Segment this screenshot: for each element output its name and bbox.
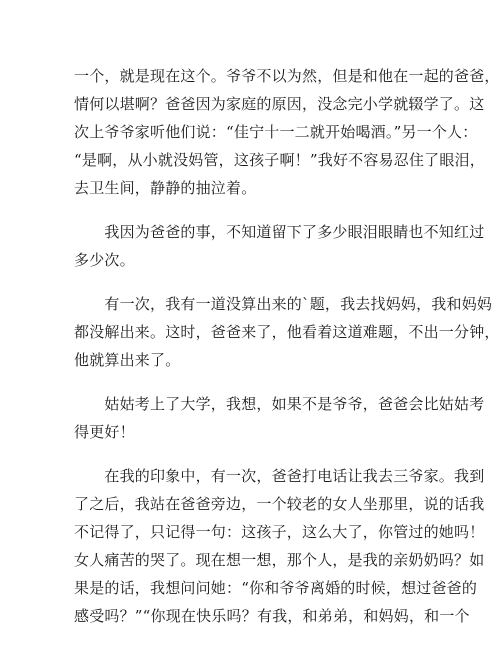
text-line: 一个，就是现在这个。爷爷不以为然，但是和他在一起的爸爸， xyxy=(74,67,500,85)
paragraph-5 xyxy=(74,462,485,630)
paragraph-3 xyxy=(74,290,500,374)
text-line: 得更好！ xyxy=(74,423,135,441)
text-line: “是啊，从小就没妈管，这孩子啊！”我好不容易忍住了眼泪， xyxy=(74,151,485,169)
paragraph-1 xyxy=(74,62,500,202)
text-line: 女人痛苦的哭了。现在想一想，那个人，是我的亲奶奶吗？如 xyxy=(74,551,485,569)
text-line: 多少次。 xyxy=(74,251,135,269)
paragraph-2 xyxy=(74,218,485,274)
text-line: 在我的印象中，有一次，爸爸打电话让我去三爷家。我到 xyxy=(74,467,485,485)
text-line: 次上爷爷家听他们说：“佳宁十一二就开始喝酒。”另一个人： xyxy=(74,123,478,141)
text-line: 都没解出来。这时，爸爸来了，他看着这道难题，不出一分钟， xyxy=(74,323,500,341)
text-line: 去卫生间，静静的抽泣着。 xyxy=(74,179,257,197)
text-line: 有一次，我有一道没算出来的`题，我去找妈妈，我和妈妈 xyxy=(74,295,493,313)
text-line: 果是的话，我想问问她：“你和爷爷离婚的时候，想过爸爸的 xyxy=(74,579,478,597)
text-line: 姑姑考上了大学，我想，如果不是爷爷，爸爸会比姑姑考 xyxy=(74,395,485,413)
text-line: 我因为爸爸的事，不知道留下了多少眼泪眼睛也不知红过 xyxy=(74,223,485,241)
text-line: 了之后，我站在爸爸旁边，一个较老的女人坐那里，说的话我 xyxy=(74,495,485,513)
article-body xyxy=(74,62,500,646)
text-line: 情何以堪啊？爸爸因为家庭的原因，没念完小学就辍学了。这 xyxy=(74,95,485,113)
text-line: 他就算出来了。 xyxy=(74,351,181,369)
text-line: 感受吗？”“你现在快乐吗？有我，和弟弟，和妈妈，和一个 xyxy=(74,607,470,625)
paragraph-4 xyxy=(74,390,485,446)
text-line: 不记得了，只记得一句：这孩子，这么大了，你管过的她吗！ xyxy=(74,523,485,541)
